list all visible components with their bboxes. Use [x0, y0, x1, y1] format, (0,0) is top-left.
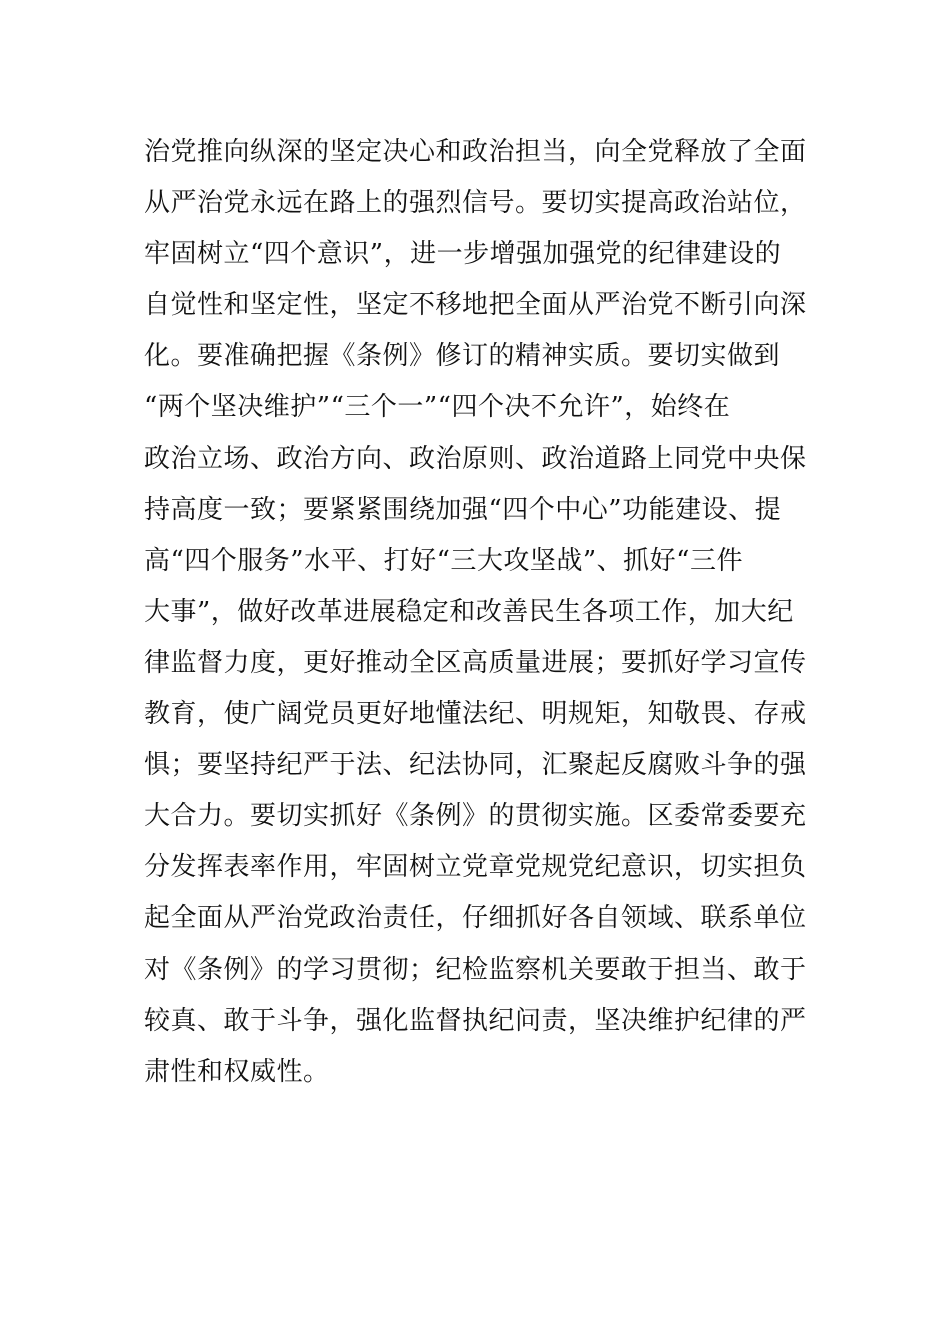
text-line: 大合力。要切实抓好《条例》的贯彻实施。区委常委要充 — [144, 801, 807, 832]
text-line: 律监督力度，更好推动全区高质量进展；要抓好学习宣传 — [144, 647, 807, 678]
body-paragraph — [144, 127, 824, 1098]
text-line: 起全面从严治党政治责任，仔细抓好各自领域、联系单位 — [144, 903, 807, 934]
text-line: 教育，使广阔党员更好地懂法纪、明规矩，知敬畏、存戒 — [144, 699, 807, 730]
text-line: 牢固树立“四个意识”，进一步增强加强党的纪律建设的 — [144, 239, 782, 270]
text-line: 较真、敢于斗争，强化监督执纪问责，坚决维护纪律的严 — [144, 1005, 807, 1036]
text-line: 对《条例》的学习贯彻；纪检监察机关要敢于担当、敢于 — [144, 954, 807, 985]
text-line: “两个坚决维护”“三个一”“四个决不允许”，始终在 — [144, 392, 731, 423]
text-line: 肃性和权威性。 — [144, 1056, 330, 1087]
text-line: 惧；要坚持纪严于法、纪法协同，汇聚起反腐败斗争的强 — [144, 750, 807, 781]
text-line: 从严治党永远在路上的强烈信号。要切实提高政治站位， — [144, 188, 807, 219]
text-line: 高“四个服务”水平、打好“三大攻坚战”、抓好“三件 — [144, 545, 743, 576]
text-line: 大事”，做好改革进展稳定和改善民生各项工作，加大纪 — [144, 596, 794, 627]
text-line: 化。要准确把握《条例》修订的精神实质。要切实做到 — [144, 341, 781, 372]
text-line: 分发挥表率作用，牢固树立党章党规党纪意识，切实担负 — [144, 852, 807, 883]
text-line: 政治立场、政治方向、政治原则、政治道路上同党中央保 — [144, 443, 807, 474]
text-line: 持高度一致；要紧紧围绕加强“四个中心”功能建设、提 — [144, 494, 782, 525]
text-line: 治党推向纵深的坚定决心和政治担当，向全党释放了全面 — [144, 137, 807, 167]
text-line: 自觉性和坚定性，坚定不移地把全面从严治党不断引向深 — [144, 290, 807, 321]
